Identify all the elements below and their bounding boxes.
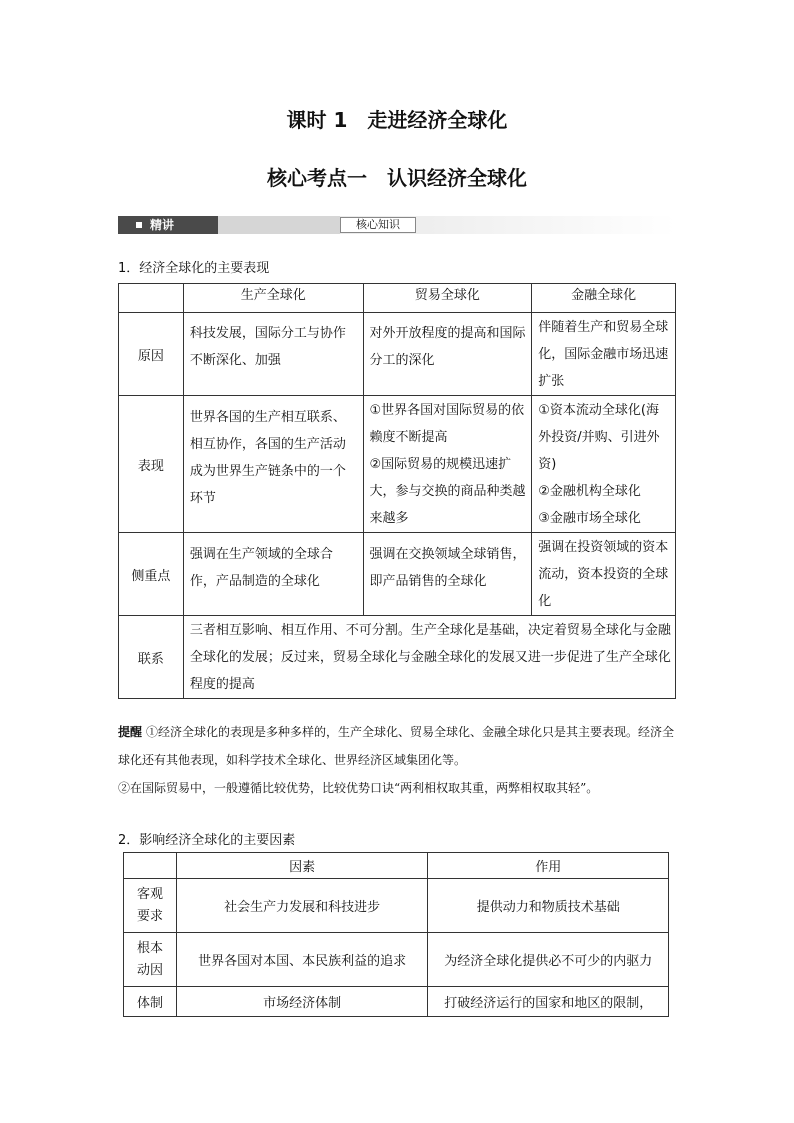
row-label-system: 体制	[124, 987, 177, 1017]
cell-reason-production: 科技发展，国际分工与协作不断深化、加强	[183, 313, 363, 396]
reminder-text-1: ①经济全球化的表现是多种多样的，生产全球化、贸易全球化、金融全球化只是其主要表现。经济全球化还有其他表现，如科学技术全球化、世界经济区域集团化等。	[118, 725, 675, 767]
lesson-title: 课时 1 走进经济全球化	[286, 108, 508, 132]
cell-focus-production: 强调在生产领域的全球合作，产品制造的全球化	[183, 533, 363, 616]
table-row-relation	[119, 616, 676, 699]
row-label-reason: 原因	[119, 313, 184, 396]
table-row	[124, 987, 669, 1017]
header-cell-empty	[124, 853, 177, 879]
cell-relation-text: 三者相互影响、相互作用、不可分割。生产全球化是基础，决定着贸易全球化与金融全球化的发展；反过来，贸易全球化与金融全球化的发展又进一步促进了生产全球化程度的提高	[183, 616, 675, 699]
cell-factor: 社会生产力发展和科技进步	[176, 879, 428, 933]
manifestations-table	[118, 283, 676, 699]
factors-table	[123, 852, 669, 1017]
row-label-focus: 侧重点	[119, 533, 184, 616]
header-production: 生产全球化	[183, 284, 363, 313]
cell-effect: 打破经济运行的国家和地区的限制，	[428, 987, 669, 1017]
row-label-manifestation: 表现	[119, 396, 184, 533]
cell-factor: 世界各国对本国、本民族利益的追求	[176, 933, 428, 987]
reminder-label: 提醒	[118, 725, 143, 739]
heading-main-manifestations: 1．经济全球化的主要表现	[118, 261, 270, 276]
cell-reason-finance: 伴随着生产和贸易全球化，国际金融市场迅速扩张	[532, 313, 676, 396]
header-trade: 贸易全球化	[363, 284, 532, 313]
header-finance: 金融全球化	[532, 284, 676, 313]
cell-manifestation-finance: ①资本流动全球化(海外投资/并购、引进外资) ②金融机构全球化 ③金融市场全球化	[532, 396, 676, 533]
section-title: 核心考点一 认识经济全球化	[267, 166, 527, 190]
cell-factor: 市场经济体制	[176, 987, 428, 1017]
table-header-row	[119, 284, 676, 313]
row-label-motive: 根本 动因	[124, 933, 177, 987]
heading-main-factors: 2．影响经济全球化的主要因素	[118, 833, 296, 848]
table-row-focus	[119, 533, 676, 616]
cell-manifestation-trade: ①世界各国对国际贸易的依赖度不断提高 ②国际贸易的规模迅速扩大，参与交换的商品种类越来越多	[363, 396, 532, 533]
cell-reason-trade: 对外开放程度的提高和国际分工的深化	[363, 313, 532, 396]
table-row	[124, 879, 669, 933]
cell-effect: 为经济全球化提供必不可少的内驱力	[428, 933, 669, 987]
reminder-line-1	[118, 718, 678, 774]
table-row-reason	[119, 313, 676, 396]
table-row-manifestation	[119, 396, 676, 533]
cell-manifestation-production: 世界各国的生产相互联系、相互协作，各国的生产活动成为世界生产链条中的一个环节	[183, 396, 363, 533]
cell-effect: 提供动力和物质技术基础	[428, 879, 669, 933]
header-factor: 因素	[176, 853, 428, 879]
banner-tag-core-knowledge: 核心知识	[340, 217, 416, 233]
reminder-text-2: ②在国际贸易中，一般遵循比较优势，比较优势口诀“两利相权取其重，两弊相权取其轻”。	[118, 781, 599, 795]
table-row	[124, 933, 669, 987]
banner-connector	[218, 216, 340, 234]
row-label-objective: 客观 要求	[124, 879, 177, 933]
cell-focus-finance: 强调在投资领域的资本流动，资本投资的全球化	[532, 533, 676, 616]
reminder-note	[118, 718, 678, 802]
table-header-row	[124, 853, 669, 879]
row-label-relation: 联系	[119, 616, 184, 699]
banner-tag-lecture-label: 精讲	[150, 218, 175, 232]
header-effect: 作用	[428, 853, 669, 879]
banner-tag-lecture	[118, 216, 218, 234]
cell-focus-trade: 强调在交换领域全球销售，即产品销售的全球化	[363, 533, 532, 616]
section-banner	[118, 216, 676, 234]
square-bullet-icon	[136, 222, 142, 228]
header-cell-empty	[119, 284, 184, 313]
